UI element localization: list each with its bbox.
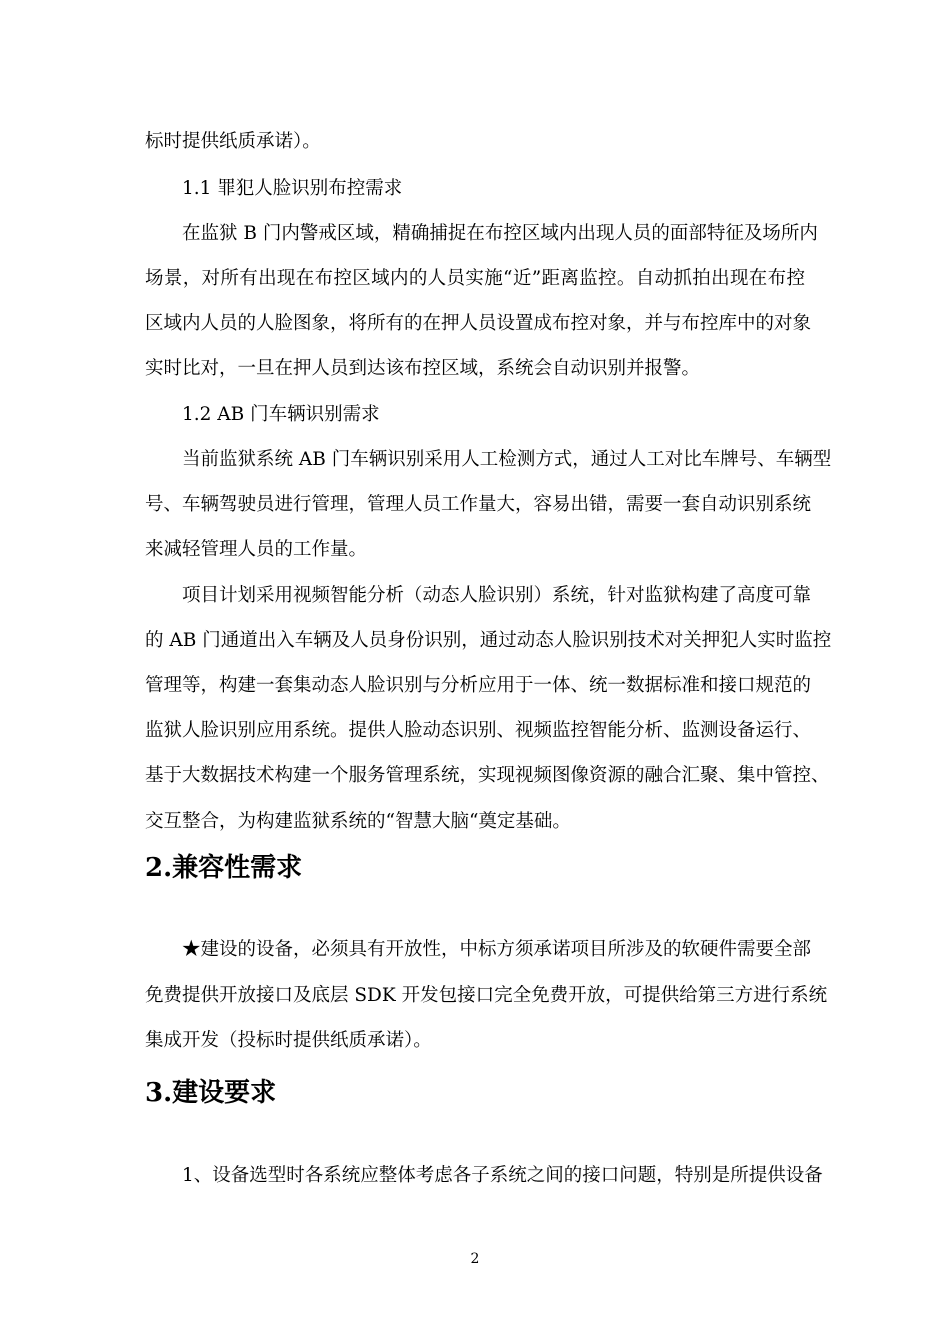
text-line: 当前监狱系统 AB 门车辆识别采用人工检测方式，通过人工对比车牌号、车辆型 — [182, 449, 832, 470]
text-line: 交互整合，为构建监狱系统的“智慧大脑“奠定基础。 — [145, 811, 571, 832]
text-line: 管理等，构建一套集动态人脸识别与分析应用于一体、统一数据标准和接口规范的 — [145, 675, 812, 696]
text-line: 的 AB 门通道出入车辆及人员身份识别，通过动态人脸识别技术对关押犯人实时监控 — [145, 630, 832, 651]
text-line: 集成开发（投标时提供纸质承诺）。 — [145, 1030, 432, 1051]
text-line: 标时提供纸质承诺）。 — [145, 131, 321, 152]
section-heading: 2.兼容性需求 — [145, 853, 303, 883]
subsection-title: 1.1 罪犯人脸识别布控需求 — [182, 178, 403, 199]
text-line: 项目计划采用视频智能分析（动态人脸识别）系统，针对监狱构建了高度可靠 — [182, 585, 812, 606]
text-line: 号、车辆驾驶员进行管理，管理人员工作量大，容易出错，需要一套自动识别系统 — [145, 494, 812, 515]
section-heading: 3.建设要求 — [145, 1078, 277, 1108]
text-line: 监狱人脸识别应用系统。提供人脸动态识别、视频监控智能分析、监测设备运行、 — [145, 720, 812, 741]
text-line: 场景，对所有出现在布控区域内的人员实施“近”距离监控。自动抓拍出现在布控 — [145, 268, 805, 289]
text-line: 1、设备选型时各系统应整体考虑各子系统之间的接口问题，特别是所提供设备 — [182, 1165, 823, 1186]
subsection-title: 1.2 AB 门车辆识别需求 — [182, 404, 380, 425]
text-line: 来减轻管理人员的工作量。 — [145, 539, 368, 560]
text-line: 区域内人员的人脸图象，将所有的在押人员设置成布控对象，并与布控库中的对象 — [145, 313, 812, 334]
text-line: 实时比对，一旦在押人员到达该布控区域，系统会自动识别并报警。 — [145, 358, 701, 379]
page-number: 2 — [470, 1251, 480, 1267]
text-line: 在监狱 B 门内警戒区域，精确捕捉在布控区域内出现人员的面部特征及场所内 — [182, 223, 818, 244]
text-line: ★建设的设备，必须具有开放性，中标方须承诺项目所涉及的软硬件需要全部 — [182, 939, 812, 960]
text-line: 基于大数据技术构建一个服务管理系统，实现视频图像资源的融合汇聚、集中管控、 — [145, 765, 830, 786]
text-line: 免费提供开放接口及底层 SDK 开发包接口完全免费开放，可提供给第三方进行系统 — [145, 985, 828, 1006]
